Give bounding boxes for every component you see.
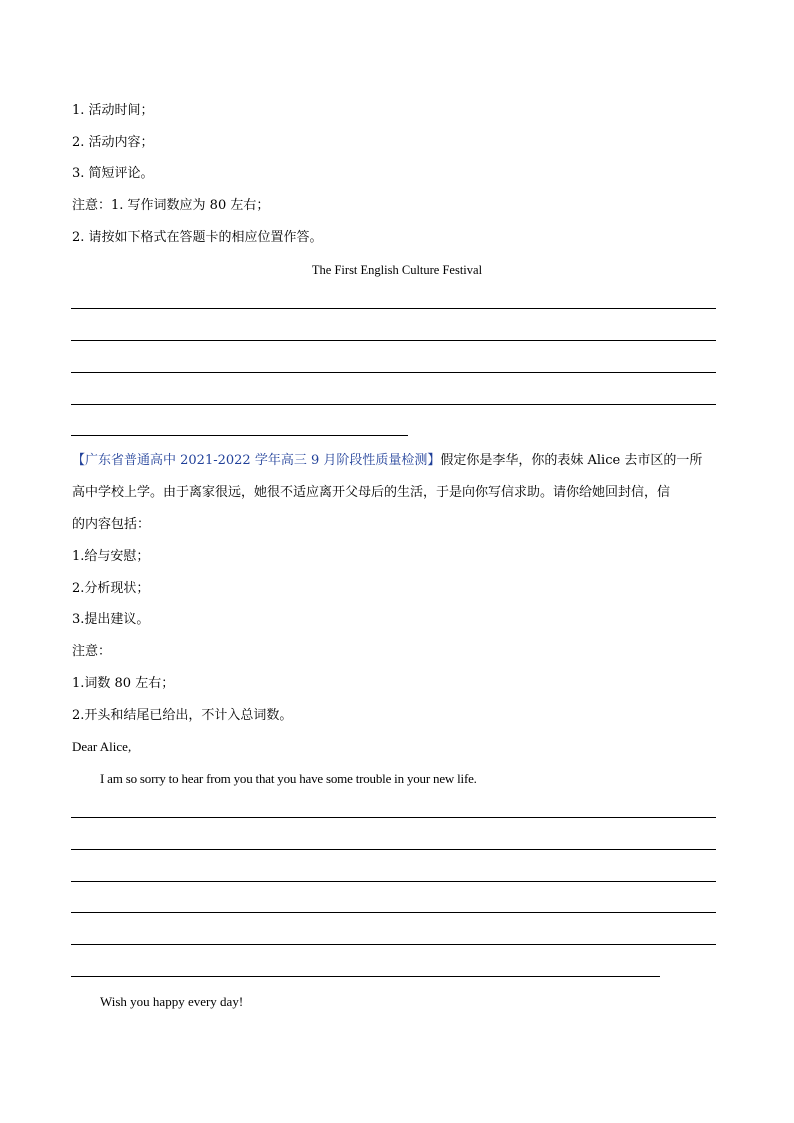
item-analyze: 2.分析现状；	[72, 581, 150, 596]
prompt-text-1: 假定你是李华，你的表妹 Alice 去市区的一所	[440, 453, 703, 468]
note-word-count: 注意：1. 写作词数应为 80 左右；	[72, 198, 270, 213]
answer-line	[71, 340, 716, 341]
note-label: 注意：	[72, 644, 112, 659]
answer-line	[71, 308, 716, 309]
answer-line	[71, 976, 660, 977]
note-format: 2. 请按如下格式在答题卡的相应位置作答。	[72, 230, 323, 245]
salutation: Dear Alice,	[72, 739, 132, 754]
note-opening-closing: 2.开头和结尾已给出，不计入总词数。	[72, 708, 293, 723]
item-comfort: 1.给与安慰；	[72, 549, 150, 564]
source-label: 【广东省普通高中 2021-2022 学年高三 9 月阶段性质量检测】	[72, 453, 441, 468]
letter-opening: I am so sorry to hear from you that you have some trouble in your new life.	[100, 771, 477, 786]
answer-line	[71, 372, 716, 373]
prompt-line-2: 高中学校上学。由于离家很远，她很不适应离开父母后的生活，于是向你写信求助。请你给她回封信，信	[72, 485, 671, 500]
item-suggest: 3.提出建议。	[72, 612, 150, 627]
answer-line	[71, 817, 716, 818]
note-word-count-2: 1.词数 80 左右；	[72, 676, 175, 691]
essay-title: The First English Culture Festival	[311, 263, 483, 277]
letter-closing: Wish you happy every day!	[100, 994, 244, 1009]
answer-line	[71, 404, 716, 405]
item-1: 1. 活动时间；	[72, 103, 154, 118]
item-3: 3. 简短评论。	[72, 166, 154, 181]
prompt-line-1	[72, 452, 702, 470]
prompt-line-3: 的内容包括：	[72, 517, 151, 532]
answer-line	[71, 435, 408, 436]
item-2: 2. 活动内容；	[72, 135, 154, 150]
answer-line	[71, 849, 716, 850]
answer-line	[71, 912, 716, 913]
answer-line	[71, 944, 716, 945]
answer-line	[71, 881, 716, 882]
